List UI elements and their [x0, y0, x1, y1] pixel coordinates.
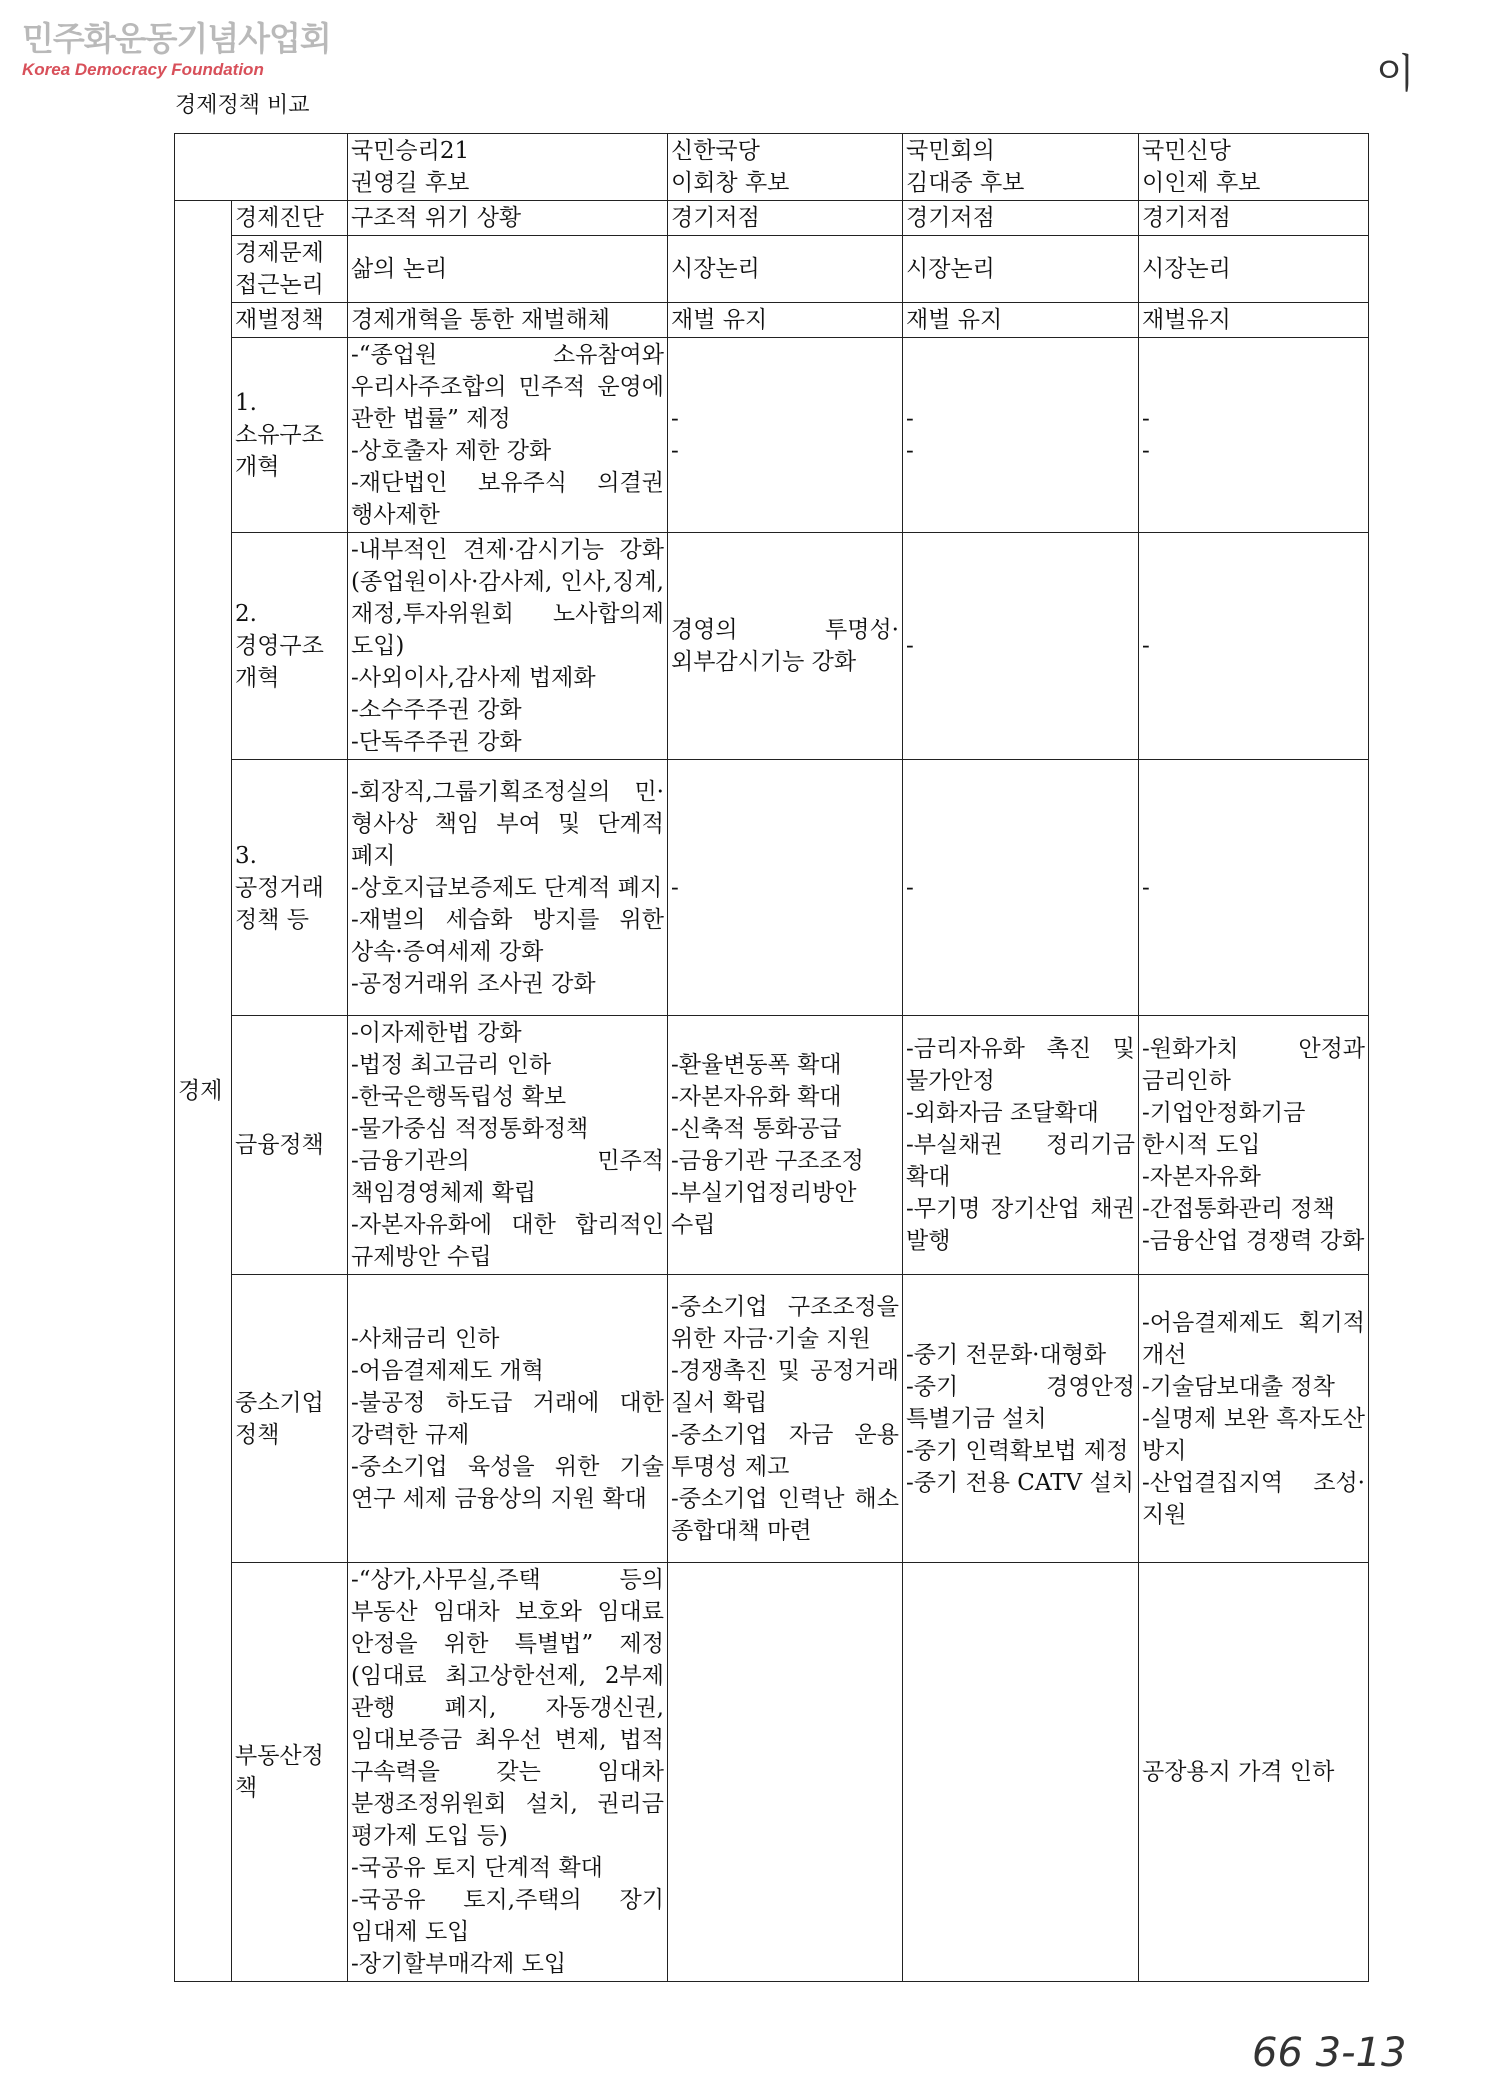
cell-line: -“상가,사무실,주택 등의 부동산 임대차 보호와 임대료 안정을 위한 특별법” 제정 (임대료 최고상한선제, 2부제 관행 폐지, 자동갱신권, 임대보증금 최우선 변제, 법적 구속력을 갖는 임대차 분쟁조정위원회 설치, 권리금 평가제 도입 등) — [351, 1567, 664, 1849]
cell-lee-hoichang — [668, 1275, 903, 1563]
row-fair-trade-policy — [175, 760, 1369, 1016]
row-label: 1. 소유구조 개혁 — [232, 338, 348, 533]
row-management-reform — [175, 533, 1369, 760]
cell-line: -산업결집지역 조성·지원 — [1142, 1469, 1365, 1528]
cell-lee-hoichang: 재벌 유지 — [668, 303, 903, 338]
cell-line: -신축적 통화공급 — [671, 1116, 842, 1142]
cell-line: - — [906, 406, 914, 432]
cell-line: -부실채권 정리기금 확대 — [906, 1132, 1135, 1190]
cell-line: -경쟁촉진 및 공정거래 질서 확립 — [671, 1357, 899, 1416]
logo-english: Korea Democracy Foundation — [22, 60, 264, 79]
cell-line: -이자제한법 강화 — [351, 1020, 522, 1046]
cell-line: -금리자유화 촉진 및 물가안정 — [906, 1036, 1135, 1094]
cell-line: -국공유 토지,주택의 장기 임대제 도입 — [351, 1887, 664, 1945]
cell-lee-injae — [1139, 533, 1369, 760]
cell-line: - — [671, 438, 679, 464]
row-real-estate-policy — [175, 1563, 1369, 1982]
cell-line: 경영의 투명성·외부감시기능 강화 — [671, 617, 899, 675]
cell-line: -내부적인 견제·감시기능 강화 (종업원이사·감사제, 인사,징계,재정,투자위원회 노사합의제 도입) — [351, 537, 664, 659]
cell-line: -단독주주권 강화 — [351, 729, 522, 755]
logo-korean: 민주화운동기념사업회 — [22, 19, 331, 58]
cell-line: -물가중심 적정통화정책 — [351, 1116, 589, 1142]
cell-line: -법정 최고금리 인하 — [351, 1052, 552, 1078]
cell-line: -상호지급보증제도 단계적 폐지 — [351, 874, 663, 901]
cell-lee-hoichang: 경기저점 — [668, 201, 903, 236]
cell-line: - — [1142, 406, 1150, 432]
cell-lee-injae: 시장논리 — [1139, 236, 1369, 303]
cell-kim-daejung — [903, 533, 1139, 760]
row-label: 부동산정 책 — [232, 1563, 348, 1982]
group-label-economy: 경제 — [175, 201, 232, 1982]
cell-line: -중기 인력확보법 제정 — [906, 1437, 1129, 1464]
cell-kim-daejung: 시장논리 — [903, 236, 1139, 303]
row-label: 경제진단 — [232, 201, 348, 236]
cell-lee-hoichang — [668, 533, 903, 760]
cell-kwon: 삶의 논리 — [348, 236, 668, 303]
row-label: 재벌정책 — [232, 303, 348, 338]
cell-line: -자본자유화 확대 — [671, 1084, 842, 1110]
header-row — [175, 134, 1369, 201]
cell-line: -어음결제제도 획기적 개선 — [1142, 1309, 1365, 1368]
cell-lee-hoichang — [668, 338, 903, 533]
cell-lee-injae — [1139, 1563, 1369, 1982]
handwritten-mark: 이 — [1376, 51, 1415, 97]
cell-line: -사외이사,감사제 법제화 — [351, 665, 596, 691]
row-approach-logic — [175, 236, 1369, 303]
cell-line: -외화자금 조달확대 — [906, 1100, 1099, 1126]
row-chaebol-policy — [175, 303, 1369, 338]
row-label: 중소기업 정책 — [232, 1275, 348, 1563]
cell-line: -중소기업 육성을 위한 기술 연구 세제 금융상의 지원 확대 — [351, 1453, 664, 1512]
cell-kwon: 경제개혁을 통한 재벌해체 — [348, 303, 668, 338]
cell-line: - — [906, 874, 914, 901]
header-lee-injae: 국민신당 이인제 후보 — [1139, 134, 1369, 201]
cell-line: -금융기관의 민주적 책임경영체제 확립 — [351, 1148, 664, 1206]
cell-line: -원화가치 안정과 금리인하 — [1142, 1036, 1365, 1094]
cell-line: -중기 전문화·대형화 — [906, 1341, 1107, 1368]
cell-line: -중기 전용 CATV 설치 — [906, 1469, 1134, 1496]
row-sme-policy — [175, 1275, 1369, 1563]
cell-line: -“종업원 소유참여와 우리사주조합의 민주적 운영에 관한 법률” 제정 — [351, 342, 664, 432]
cell-line: -장기할부매각제 도입 — [351, 1951, 567, 1977]
cell-lee-hoichang: 시장논리 — [668, 236, 903, 303]
cell-line: - — [671, 874, 679, 901]
cell-kim-daejung — [903, 1016, 1139, 1275]
cell-lee-injae — [1139, 1016, 1369, 1275]
cell-line: - — [1142, 438, 1150, 464]
row-label: 경제문제 접근논리 — [232, 236, 348, 303]
cell-lee-injae — [1139, 338, 1369, 533]
cell-lee-injae — [1139, 1275, 1369, 1563]
row-financial-policy — [175, 1016, 1369, 1275]
cell-line: -재벌의 세습화 방지를 위한 상속·증여세제 강화 — [351, 906, 664, 965]
document-title: 경제정책 비교 — [175, 93, 310, 118]
cell-line: -재단법인 보유주식 의결권 행사제한 — [351, 470, 664, 528]
cell-line: -무기명 장기산업 채권 발행 — [906, 1196, 1135, 1254]
cell-line: -공정거래위 조사권 강화 — [351, 970, 596, 997]
cell-line: - — [906, 438, 914, 464]
cell-lee-hoichang — [668, 1016, 903, 1275]
cell-line: -기술담보대출 정착 — [1142, 1373, 1335, 1400]
row-ownership-reform — [175, 338, 1369, 533]
cell-line: -중소기업 구조조정을 위한 자금·기술 지원 — [671, 1293, 899, 1352]
cell-kim-daejung — [903, 338, 1139, 533]
header-lee-hoichang: 신한국당 이회창 후보 — [668, 134, 903, 201]
cell-line: -사채금리 인하 — [351, 1325, 500, 1352]
row-label: 금융정책 — [232, 1016, 348, 1275]
cell-line: -어음결제제도 개혁 — [351, 1357, 544, 1384]
cell-kwon — [348, 1275, 668, 1563]
cell-kwon — [348, 760, 668, 1016]
cell-kim-daejung — [903, 760, 1139, 1016]
cell-kwon — [348, 338, 668, 533]
cell-line: -한국은행독립성 확보 — [351, 1084, 567, 1110]
cell-line: - — [906, 633, 914, 659]
row-label: 2. 경영구조 개혁 — [232, 533, 348, 760]
cell-line: -상호출자 제한 강화 — [351, 438, 552, 464]
header-blank — [175, 134, 348, 201]
cell-line: - — [1142, 874, 1150, 901]
cell-line: -부실기업정리방안 수립 — [671, 1180, 857, 1238]
cell-line: -불공정 하도급 거래에 대한 강력한 규제 — [351, 1389, 664, 1448]
cell-line: -소수주주권 강화 — [351, 697, 522, 723]
cell-kwon — [348, 1016, 668, 1275]
header-kwon: 국민승리21 권영길 후보 — [348, 134, 668, 201]
cell-lee-hoichang — [668, 760, 903, 1016]
policy-comparison-table — [174, 133, 1369, 1982]
cell-line: -실명제 보완 흑자도산 방지 — [1142, 1405, 1365, 1464]
cell-line: -간접통화관리 정책 — [1142, 1196, 1335, 1222]
row-economic-diagnosis — [175, 201, 1369, 236]
cell-kim-daejung — [903, 1275, 1139, 1563]
cell-line: - — [1142, 633, 1150, 659]
cell-line: -환율변동폭 확대 — [671, 1052, 842, 1078]
cell-line: -중기 경영안정 특별기금 설치 — [906, 1373, 1135, 1432]
foundation-logo — [22, 20, 331, 80]
cell-kwon — [348, 1563, 668, 1982]
cell-line: -국공유 토지 단계적 확대 — [351, 1855, 603, 1881]
cell-line: -중소기업 인력난 해소 종합대책 마련 — [671, 1485, 899, 1544]
cell-line: -자본자유화에 대한 합리적인 규제방안 수립 — [351, 1212, 664, 1270]
cell-kim-daejung: 재벌 유지 — [903, 303, 1139, 338]
row-label: 3. 공정거래 정책 등 — [232, 760, 348, 1016]
cell-line: -회장직,그룹기획조정실의 민·형사상 책임 부여 및 단계적 폐지 — [351, 778, 664, 869]
cell-line: -기업안정화기금 한시적 도입 — [1142, 1100, 1306, 1158]
header-kim-daejung: 국민회의 김대중 후보 — [903, 134, 1139, 201]
cell-kim-daejung — [903, 1563, 1139, 1982]
cell-line: -자본자유화 — [1142, 1164, 1261, 1190]
cell-lee-injae — [1139, 760, 1369, 1016]
cell-line: - — [671, 406, 679, 432]
cell-lee-injae: 재벌유지 — [1139, 303, 1369, 338]
cell-line: -금융산업 경쟁력 강화 — [1142, 1228, 1365, 1254]
cell-lee-hoichang — [668, 1563, 903, 1982]
cell-line: 공장용지 가격 인하 — [1142, 1759, 1335, 1785]
cell-kim-daejung: 경기저점 — [903, 201, 1139, 236]
cell-line: -중소기업 자금 운용 투명성 제고 — [671, 1421, 899, 1480]
cell-kwon — [348, 533, 668, 760]
cell-line: -금융기관 구조조정 — [671, 1148, 864, 1174]
cell-lee-injae: 경기저점 — [1139, 201, 1369, 236]
handwritten-page-number: 66 3-13 — [1252, 2030, 1407, 2076]
cell-kwon: 구조적 위기 상황 — [348, 201, 668, 236]
